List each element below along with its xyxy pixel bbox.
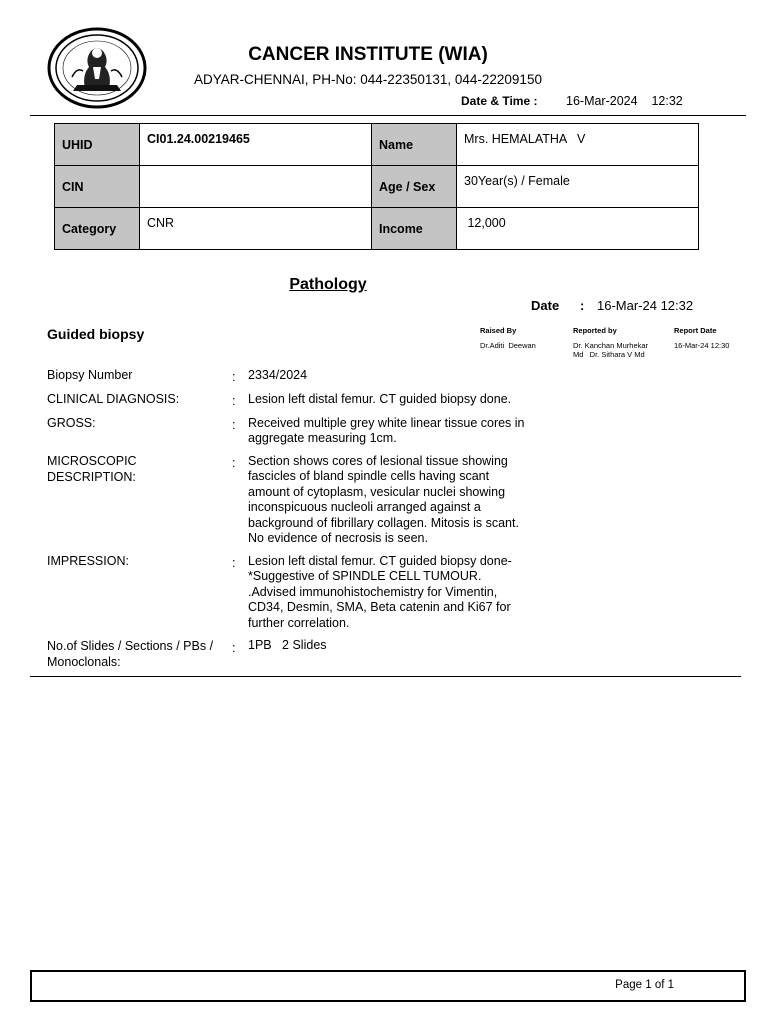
row-label-microscopic: MICROSCOPIC DESCRIPTION:: [47, 454, 137, 484]
test-name: Guided biopsy: [47, 326, 145, 342]
row-colon: :: [232, 641, 236, 655]
datetime-label: Date & Time :: [461, 94, 538, 108]
institution-address: ADYAR-CHENNAI, PH-No: 044-22350131, 044-22209150: [194, 72, 542, 87]
row-colon: :: [232, 556, 236, 570]
table-row: [55, 208, 699, 250]
datetime-value: 16-Mar-2024 12:32: [566, 94, 683, 108]
row-label-slides: No.of Slides / Sections / PBs / Monoclonals:: [47, 639, 214, 669]
report-date-colon: :: [580, 298, 585, 313]
reported-by-label: Reported by: [573, 326, 617, 335]
row-label-impression: IMPRESSION:: [47, 554, 129, 568]
reported-by-value-1: Dr. Kanchan Murhekar: [573, 341, 649, 350]
report-end-divider: [30, 676, 741, 677]
row-value-slides: 1PB 2 Slides: [248, 638, 327, 652]
report-date-col-label: Report Date: [674, 326, 717, 335]
table-row: [55, 124, 699, 166]
institution-name: CANCER INSTITUTE (WIA): [248, 44, 488, 65]
row-value-clinical-diagnosis: Lesion left distal femur. CT guided biopsy done.: [248, 392, 512, 406]
report-date-label: Date: [531, 298, 560, 313]
name-label: Name: [372, 124, 457, 166]
cin-label: CIN: [55, 166, 140, 208]
income-label: Income: [372, 208, 457, 250]
row-label-gross: GROSS:: [47, 416, 96, 430]
row-colon: :: [232, 418, 236, 432]
patient-info-table: [54, 123, 699, 250]
header-divider: [30, 115, 746, 116]
page-footer: [30, 970, 746, 1002]
institute-seal-icon: [47, 27, 147, 109]
row-value-gross: Received multiple grey white linear tissue cores in aggregate measuring 1cm.: [248, 416, 525, 446]
report-date-value: 16-Mar-24 12:32: [597, 298, 694, 313]
category-label: Category: [55, 208, 140, 250]
uhid-value: CI01.24.00219465: [140, 124, 372, 166]
row-value-impression: Lesion left distal femur. CT guided biopsy done- *Suggestive of SPINDLE CELL TUMOUR. .Advised immunohistochemistry for Vimentin, CD34, Desmin, SMA, Beta catenin and Ki67 for further correlation.: [248, 554, 512, 630]
report-date-col-value: 16-Mar-24 12:30: [674, 341, 730, 350]
age-sex-label: Age / Sex: [372, 166, 457, 208]
row-value-biopsy-number: 2334/2024: [248, 368, 308, 382]
income-value: 12,000: [457, 208, 699, 250]
raised-by-label: Raised By: [480, 326, 517, 335]
page-number: Page 1 of 1: [615, 979, 674, 991]
table-row: [55, 166, 699, 208]
row-colon: :: [232, 394, 236, 408]
row-colon: :: [232, 370, 236, 384]
raised-by-value: Dr.Aditi Deewan: [480, 341, 536, 350]
cin-value: [140, 166, 372, 208]
row-label-clinical-diagnosis: CLINICAL DIAGNOSIS:: [47, 392, 180, 406]
name-value: Mrs. HEMALATHA V: [457, 124, 699, 166]
age-sex-value: 30Year(s) / Female: [457, 166, 699, 208]
category-value: CNR: [140, 208, 372, 250]
section-title: Pathology: [289, 276, 367, 293]
uhid-label: UHID: [55, 124, 140, 166]
row-label-biopsy-number: Biopsy Number: [47, 368, 133, 382]
row-colon: :: [232, 456, 236, 470]
row-value-microscopic: Section shows cores of lesional tissue showing fascicles of bland spindle cells having scant amount of cytoplasm, vesicular nuclei showing inconspicuous nucleoli arranged against a background of fibrillary collagen. Mitosis is scant. No evidence of necrosis is seen.: [248, 454, 519, 546]
reported-by-value-2: Md Dr. Sithara V Md: [573, 350, 645, 359]
